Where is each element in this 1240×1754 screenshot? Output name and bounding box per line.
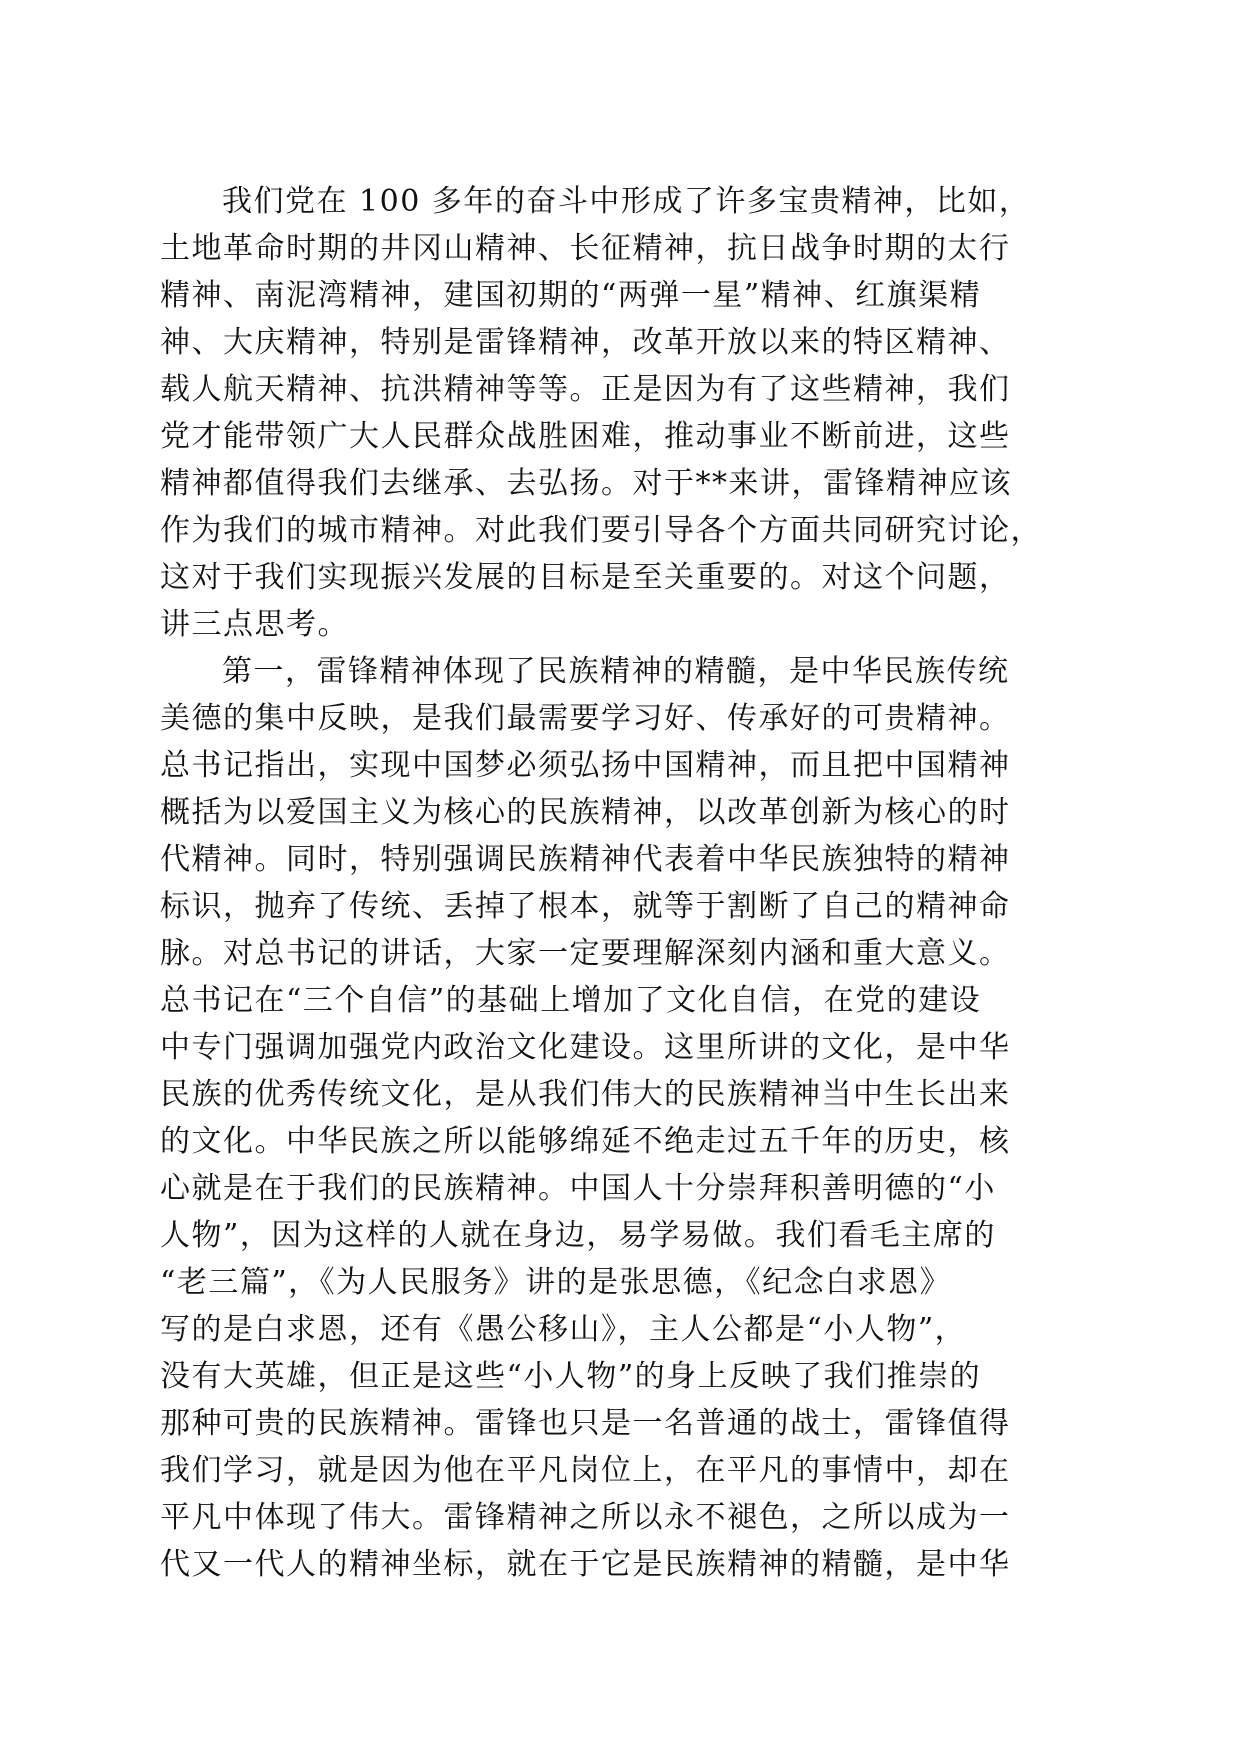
paragraph-1-line: 载人航天精神、抗洪精神等等。正是因为有了这些精神，我们: [160, 372, 1011, 407]
paragraph-2-line: 的文化。中华民族之所以能够绵延不绝走过五千年的历史，核: [160, 1124, 1011, 1159]
document-body: [160, 178, 1080, 1588]
paragraph-2-line: 概括为以爱国主义为核心的民族精神，以改革创新为核心的时: [160, 795, 1011, 830]
paragraph-2-line: 总书记指出，实现中国梦必须弘扬中国精神，而且把中国精神: [160, 748, 1011, 783]
paragraph-1-line: 神、大庆精神，特别是雷锋精神，改革开放以来的特区精神、: [160, 325, 1011, 360]
paragraph-2-line: 没有大英雄，但正是这些“小人物”的身上反映了我们推崇的: [160, 1359, 982, 1394]
paragraph-2-line: 美德的集中反映，是我们最需要学习好、传承好的可贵精神。: [160, 701, 1011, 736]
paragraph-2-line: 中专门强调加强党内政治文化建设。这里所讲的文化，是中华: [160, 1030, 1011, 1065]
paragraph-1-line: 作为我们的城市精神。对此我们要引导各个方面共同研究讨论，: [160, 513, 1042, 548]
paragraph-2-line: 民族的优秀传统文化，是从我们伟大的民族精神当中生长出来: [160, 1077, 1011, 1112]
paragraph-1-line: 精神都值得我们去继承、去弘扬。对于**来讲，雷锋精神应该: [160, 466, 1012, 501]
paragraph-1-line: 党才能带领广大人民群众战胜困难，推动事业不断前进，这些: [160, 419, 1011, 454]
paragraph-2-line: 人物”，因为这样的人就在身边，易学易做。我们看毛主席的: [160, 1218, 996, 1253]
paragraph-2-line: 第一，雷锋精神体现了民族精神的精髓，是中华民族传统: [222, 654, 1010, 689]
paragraph-2-line: 我们学习，就是因为他在平凡岗位上，在平凡的事情中，却在: [160, 1453, 1011, 1488]
paragraph-2-line: 那种可贵的民族精神。雷锋也只是一名普通的战士，雷锋值得: [160, 1406, 1011, 1441]
paragraph-1-line: 土地革命时期的井冈山精神、长征精神，抗日战争时期的太行: [160, 231, 1011, 266]
paragraph-1-line: 我们党在 100 多年的奋斗中形成了许多宝贵精神，比如，: [222, 184, 1031, 219]
paragraph-1-line: 讲三点思考。: [160, 607, 349, 642]
paragraph-1-line: 精神、南泥湾精神，建国初期的“两弹一星”精神、红旗渠精: [160, 278, 982, 313]
paragraph-2-line: 脉。对总书记的讲话，大家一定要理解深刻内涵和重大意义。: [160, 936, 1011, 971]
paragraph-2-line: 总书记在“三个自信”的基础上增加了文化自信，在党的建设: [160, 983, 982, 1018]
paragraph-2-line: 写的是白求恩，还有《愚公移山》，主人公都是“小人物”，: [160, 1312, 967, 1347]
paragraph-2-line: 标识，抛弃了传统、丢掉了根本，就等于割断了自己的精神命: [160, 889, 1011, 924]
paragraph-2-line: 心就是在于我们的民族精神。中国人十分崇拜积善明德的“小: [160, 1171, 996, 1206]
paragraph-2-line: 代又一代人的精神坐标，就在于它是民族精神的精髓，是中华: [160, 1547, 1011, 1582]
paragraph-2-line: 代精神。同时，特别强调民族精神代表着中华民族独特的精神: [160, 842, 1011, 877]
paragraph-2-line: “老三篇”，《为人民服务》讲的是张思德，《纪念白求恩》: [160, 1265, 952, 1300]
paragraph-2-line: 平凡中体现了伟大。雷锋精神之所以永不褪色，之所以成为一: [160, 1500, 1011, 1535]
paragraph-1-line: 这对于我们实现振兴发展的目标是至关重要的。对这个问题，: [160, 560, 1011, 595]
